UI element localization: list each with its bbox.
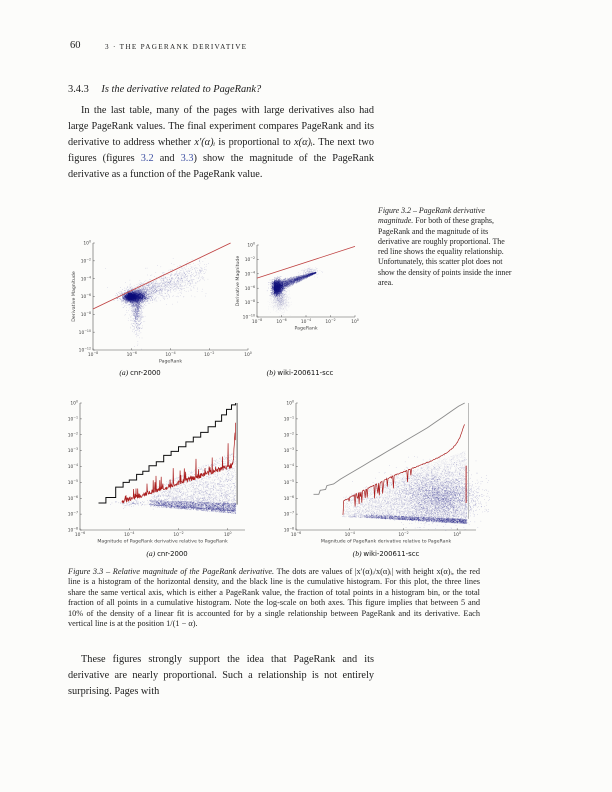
- section-number: 3.4.3: [68, 84, 89, 95]
- section-title: Is the derivative related to PageRank?: [101, 84, 262, 95]
- svg-text:100: $10^0$: [70, 399, 78, 407]
- svg-text:Magnitude of PageRank derivati: Magnitude of PageRank derivative relative to PageRank: [320, 539, 452, 545]
- math-x-alpha: x(α)ᵢ: [294, 136, 313, 148]
- figure-3-2-link[interactable]: 3.2: [140, 152, 154, 164]
- plot-axes-svg: [284, 396, 490, 548]
- section-heading: [68, 84, 378, 95]
- svg-text:PageRank: PageRank: [158, 359, 183, 365]
- svg-text:10−2: $10^{-2}$: [67, 431, 78, 439]
- paragraph-intro: [68, 103, 374, 183]
- figure-3-3-caption-text: The dots are values of |x′(α)ᵢ/x(α)ᵢ| with height x(α)ᵢ, the red line is a histogram of the horizontal density, and the black line is the cumulative histogram. For this plot, the three lines share the same vertical axis, which is either a PageRank value, the fraction of total points in a histogram bin, or the total fraction of all points in a cumulative histogram. Note the log-scale on both axes. This figure implies that between 5 and 10% of the density of a linear fit is accounted for by a single relationship between PageRank and its derivative. Each vertical line is at the position 1/(1 − α).: [68, 567, 480, 629]
- cumulative-histogram: [314, 403, 465, 494]
- svg-text:10−7: $10^{-7}$: [67, 510, 78, 518]
- svg-text:10−4: $10^{-4}$: [283, 463, 294, 471]
- paragraph-text: In the last table, many of the pages with large derivatives also had large PageRank values. The final experiment compares PageRank and its derivative to address whether: [68, 105, 374, 148]
- svg-text:10−6: $10^{-6}$: [126, 351, 137, 358]
- svg-text:10−2: $10^{-2}$: [283, 431, 294, 439]
- svg-text:Derivative Magnitude: Derivative Magnitude: [236, 255, 241, 307]
- dataset-name: wiki-200611-scc: [277, 369, 334, 377]
- svg-text:10−10: $10^{-10}$: [78, 328, 91, 336]
- svg-text:10−6: $10^{-6}$: [74, 531, 86, 538]
- figure-3-3-caption-lead: Figure 3.3 – Relative magnitude of the PageRank derivative.: [68, 567, 275, 576]
- svg-text:10−8: $10^{-8}$: [244, 299, 255, 307]
- plot-axes-svg: [60, 235, 263, 367]
- running-chapter-title: 3 · THE PAGERANK DERIVATIVE: [105, 42, 248, 51]
- svg-text:10−4: $10^{-4}$: [300, 318, 312, 325]
- subcaption-label: (a): [119, 368, 129, 377]
- svg-text:10−6: $10^{-6}$: [276, 318, 287, 325]
- figure-3-3a-histogram-plot: [64, 396, 274, 548]
- density-histogram: [343, 424, 465, 515]
- svg-text:10−6: $10^{-6}$: [283, 494, 294, 502]
- subcaption-label: (a): [146, 549, 156, 558]
- svg-text:100: $10^0$: [247, 241, 255, 249]
- svg-text:10−6: $10^{-6}$: [80, 293, 91, 301]
- figure-3-2a-scatter-plot: [60, 235, 263, 367]
- figure-3-2-caption-text: For both of these graphs, PageRank and the magnitude of its derivative are roughly proportional. The red line shows the equality relationship. Unfortunately, this scatter plot does not show the density of points inside the inner area.: [378, 216, 512, 288]
- svg-text:10−8: $10^{-8}$: [283, 526, 294, 534]
- svg-text:Magnitude of PageRank derivati: Magnitude of PageRank derivative relative to PageRank: [97, 539, 228, 545]
- svg-text:10−6: $10^{-6}$: [244, 284, 255, 292]
- svg-text:100: $10^0$: [223, 531, 232, 538]
- math-x-prime-alpha: x′(α)ᵢ: [194, 136, 216, 148]
- subcaption-label: (b): [352, 549, 362, 558]
- figure-3-2-margin-caption: [378, 206, 514, 288]
- subcaption-label: (b): [266, 368, 276, 377]
- svg-text:10−10: $10^{-10}$: [242, 313, 255, 321]
- svg-text:10−2: $10^{-2}$: [204, 351, 215, 358]
- svg-text:10−8: $10^{-8}$: [87, 351, 99, 358]
- figure-3-2b-scatter-plot: [236, 238, 376, 358]
- svg-text:10−6: $10^{-6}$: [67, 494, 78, 502]
- figure-3-3b-subcaption: [353, 549, 420, 558]
- figure-3-3-link[interactable]: 3.3: [180, 152, 194, 164]
- svg-text:10−12: $10^{-12}$: [78, 346, 91, 354]
- figure-3-2a-subcaption: [119, 368, 160, 377]
- svg-text:Derivative Magnitude: Derivative Magnitude: [72, 271, 77, 322]
- figure-3-3-caption: [68, 567, 480, 630]
- svg-text:100: $10^0$: [83, 239, 91, 247]
- paragraph-conclusion: These figures strongly support the idea that PageRank and its derivative are nearly proportional. Such a relationship is not entirely surprising. Pages with: [68, 654, 374, 697]
- figure-3-2-caption-lead: Figure 3.2 – PageRank derivative magnitude.: [378, 206, 485, 226]
- paragraph-text: is proportional to: [215, 136, 295, 148]
- svg-text:10−4: $10^{-4}$: [165, 351, 176, 358]
- svg-text:10−2: $10^{-2}$: [173, 531, 184, 538]
- density-histogram: [122, 423, 236, 504]
- page-number: 60: [70, 40, 81, 51]
- dataset-name: cnr-2000: [157, 550, 188, 558]
- svg-text:10−4: $10^{-4}$: [67, 463, 78, 471]
- svg-text:100: $10^0$: [286, 399, 294, 407]
- svg-text:10−2: $10^{-2}$: [398, 531, 409, 538]
- figure-3-2b-subcaption: [267, 368, 334, 377]
- svg-text:10−8: $10^{-8}$: [67, 526, 78, 534]
- svg-text:10−8: $10^{-8}$: [80, 310, 91, 318]
- paragraph-text: ) show the magnitude of the PageRank derivative as a function of the PageRank value.: [68, 152, 375, 180]
- svg-text:10−1: $10^{-1}$: [67, 415, 78, 423]
- svg-text:PageRank: PageRank: [294, 326, 318, 332]
- svg-text:10−5: $10^{-5}$: [283, 478, 294, 486]
- svg-text:10−4: $10^{-4}$: [80, 275, 91, 283]
- paragraph-text: and: [153, 152, 181, 164]
- svg-text:10−2: $10^{-2}$: [80, 257, 91, 265]
- plot-axes-svg: [236, 238, 376, 358]
- svg-text:10−7: $10^{-7}$: [283, 510, 294, 518]
- svg-text:10−3: $10^{-3}$: [67, 447, 78, 455]
- figure-3-3a-subcaption: [146, 549, 187, 558]
- svg-text:10−8: $10^{-8}$: [251, 318, 263, 325]
- svg-text:10−6: $10^{-6}$: [290, 531, 302, 538]
- equality-line: [257, 246, 355, 278]
- dataset-name: cnr-2000: [130, 369, 161, 377]
- dataset-name: wiki-200611-scc: [363, 550, 420, 558]
- svg-text:100: $10^0$: [351, 318, 359, 325]
- plot-axes-svg: [64, 396, 274, 548]
- svg-text:10−2: $10^{-2}$: [244, 256, 255, 263]
- equality-line: [93, 243, 231, 309]
- svg-text:10−4: $10^{-4}$: [244, 270, 255, 278]
- svg-text:100: $10^0$: [453, 531, 462, 538]
- figure-3-3b-histogram-plot: [284, 396, 490, 548]
- svg-text:10−4: $10^{-4}$: [344, 531, 355, 538]
- svg-text:10−1: $10^{-1}$: [283, 415, 294, 423]
- svg-text:10−4: $10^{-4}$: [124, 531, 135, 538]
- svg-text:10−2: $10^{-2}$: [325, 318, 336, 325]
- svg-text:10−5: $10^{-5}$: [67, 478, 78, 486]
- paragraph-text: . The next two figures (figures: [68, 136, 374, 164]
- svg-text:10−3: $10^{-3}$: [283, 447, 294, 455]
